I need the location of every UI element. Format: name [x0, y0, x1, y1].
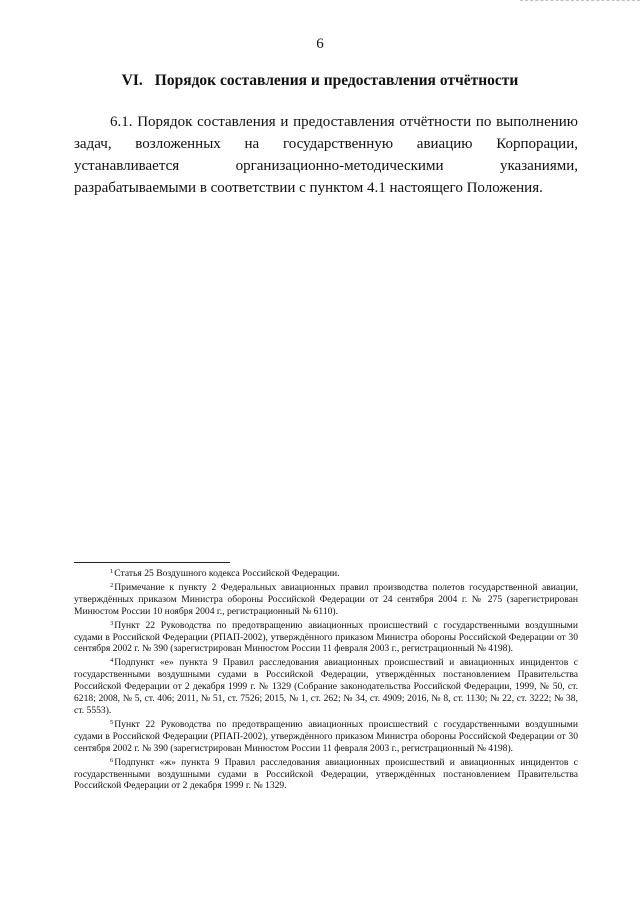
footnote-mark: 1: [110, 568, 114, 575]
footnote-3: [74, 618, 578, 656]
footnote-mark: 3: [110, 619, 114, 627]
section-heading: [0, 72, 640, 90]
footnote-6: [74, 755, 578, 793]
page-number: 6: [316, 36, 324, 52]
paragraph-line: задач, возложенных на государственную авиацию Корпорации,: [74, 136, 578, 152]
footnote-1: [74, 566, 578, 580]
footnote-mark: 4: [110, 657, 114, 665]
scan-edge-mark: [520, 0, 640, 4]
footnote-separator: [74, 562, 230, 563]
section-number: VI.: [121, 72, 143, 89]
footnote-text: Примечание к пункту 2 Федеральных авиационных правил производства полетов государственной авиации, утверждённых приказом Министра обороны Российской Федерации от 24 сентября 2004 г. № 275 (зарегистрирован Минюстом России 10 ноября 2004 г., регистрационный № 6110).: [74, 581, 578, 617]
footnote-4: [74, 655, 578, 717]
footnote-text: Подпункт «е» пункта 9 Правил расследования авиационных происшествий и авиационных инцидентов с государственными воздушными судами в Российской Федерации, утверждённых постановлением Правительства Российской Федерации от 2 декабря 1999 г. № 1329 (Собрание законодательства Российской Федерации, 1999, № 50, ст. 6218; 2008, № 5, ст. 406; 2011, № 51, ст. 7526; 2015, № 1, ст. 262; № 34, ст. 4909; 2016, № 8, ст. 1130; № 22, ст. 3222; № 38, ст. 5553).: [74, 657, 578, 716]
section-title: Порядок составления и предоставления отчётности: [154, 72, 519, 89]
paragraph-line: устанавливается организационно-методическими указаниями,: [74, 158, 578, 174]
paragraph-line: 6.1. Порядок составления и предоставления отчётности по выполнению: [110, 114, 578, 130]
footnote-5: [74, 717, 578, 755]
footnote-mark: 6: [110, 756, 114, 764]
paragraph-6-1: [74, 111, 578, 199]
footnotes: [74, 566, 578, 792]
footnote-text: Подпункт «ж» пункта 9 Правил расследования авиационных происшествий и авиационных инцидентов с государственными воздушными судами в Российской Федерации, утверждённых постановлением Правительства Российской Федерации от 2 декабря 1999 г. № 1329.: [74, 756, 578, 792]
paragraph-line: разрабатываемыми в соответствии с пунктом 4.1 настоящего Положения.: [74, 180, 543, 196]
footnote-text: Пункт 22 Руководства по предотвращению авиационных происшествий с государственными воздушными судами в Российской Федерации (РПАП-2002), утверждённого приказом Министра обороны Российской Федерации от 30 сентября 2002 г. № 390 (зарегистрирован Минюстом России 11 февраля 2003 г., регистрационный № 4198).: [74, 619, 578, 655]
footnote-2: [74, 580, 578, 618]
footnote-mark: 5: [110, 718, 114, 726]
footnote-text: Пункт 22 Руководства по предотвращению авиационных происшествий с государственными воздушными судами в Российской Федерации (РПАП-2002), утверждённого приказом Министра обороны Российской Федерации от 30 сентября 2002 г. № 390 (зарегистрирован Минюстом России 11 февраля 2003 г., регистрационный № 4198).: [74, 718, 578, 754]
footnote-text: Статья 25 Воздушного кодекса Российской Федерации.: [114, 568, 340, 579]
footnote-mark: 2: [110, 581, 114, 589]
